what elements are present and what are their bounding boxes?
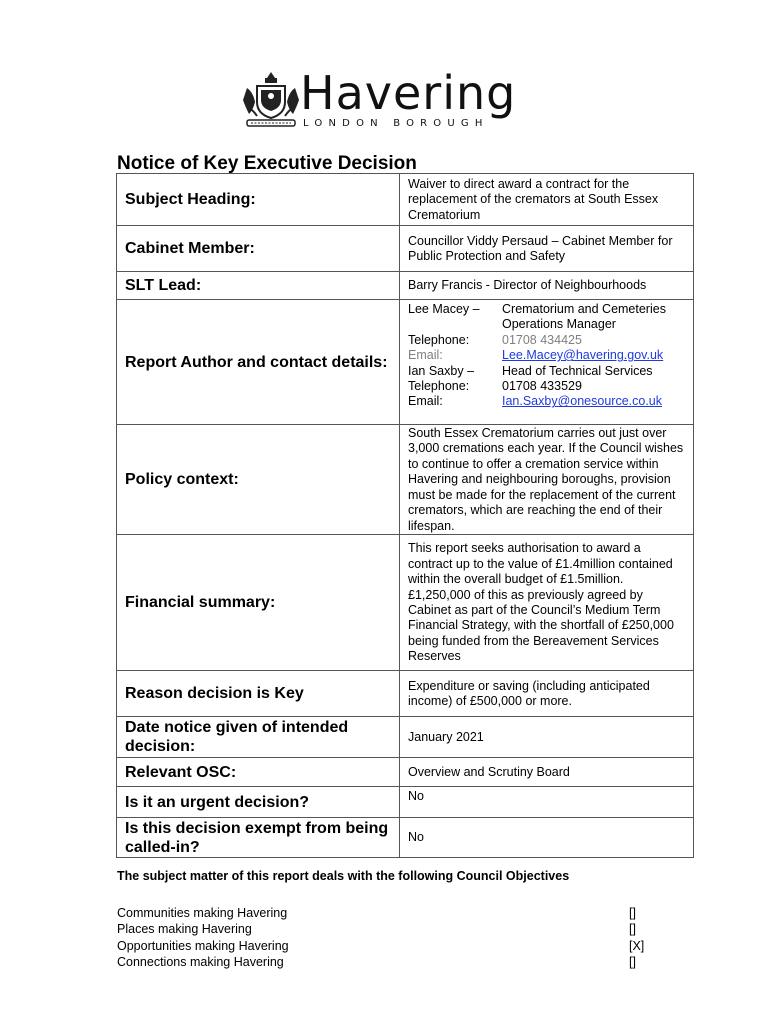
financial-summary-label: Financial summary: — [117, 535, 400, 671]
table-row — [117, 425, 694, 535]
contact-value: 01708 434425 — [502, 332, 582, 347]
objective-label: Places making Havering — [117, 922, 252, 937]
objective-checkbox: [] — [629, 955, 636, 970]
brand-subtitle: LONDON BOROUGH — [303, 118, 489, 129]
subject-heading-label: Subject Heading: — [117, 174, 400, 226]
policy-context-value: South Essex Crematorium carries out just over 3,000 cremations each year. If the Council wishes to continue to offer a cremation service within Havering and neighbouring boroughs, provision must be made for the replacement of the current cremators, which are reaching the end of their lifespan. — [400, 425, 694, 535]
objectives-list — [117, 905, 647, 971]
list-item — [117, 954, 647, 970]
contact-key: Email: — [408, 394, 443, 409]
contact-key: Ian Saxby – — [408, 363, 475, 378]
coat-of-arms-icon — [243, 68, 299, 130]
page-title: Notice of Key Executive Decision — [117, 153, 417, 174]
brand-name: Havering — [300, 66, 517, 120]
table-row — [117, 535, 694, 671]
relevant-osc-value: Overview and Scrutiny Board — [400, 758, 694, 787]
contact-key: Telephone: — [408, 332, 470, 347]
table-row — [117, 300, 694, 425]
objective-label: Communities making Havering — [117, 906, 288, 920]
contact-value: 01708 433529 — [502, 379, 582, 394]
contact-key: Telephone: — [408, 379, 470, 394]
objectives-title: The subject matter of this report deals with the following Council Objectives — [117, 869, 570, 883]
decision-table — [116, 173, 694, 858]
contact-key: Lee Macey – — [408, 302, 480, 316]
objective-checkbox: [] — [629, 906, 636, 920]
objective-label: Connections making Havering — [117, 955, 284, 970]
table-row — [117, 787, 694, 818]
contact-value: Operations Manager — [502, 317, 616, 332]
policy-context-label: Policy context: — [117, 425, 400, 535]
contact-key — [408, 317, 502, 332]
relevant-osc-label: Relevant OSC: — [117, 758, 400, 787]
reason-key-label: Reason decision is Key — [117, 671, 400, 717]
financial-summary-value: This report seeks authorisation to award a contract up to the value of £1.4million contained within the overall budget of £1.5million. £1,250,000 of this as previously agreed by Cabinet as part of the Council’s Medium Term Financial Strategy, with the shortfall of £250,000 being funded from the Bereavement Services Reserves — [400, 535, 694, 671]
list-item — [117, 921, 647, 937]
table-row — [117, 226, 694, 272]
reason-key-value: Expenditure or saving (including anticipated income) of £500,000 or more. — [400, 671, 694, 717]
table-row — [117, 717, 694, 758]
urgent-value: No — [400, 787, 694, 818]
report-author-value — [400, 300, 694, 425]
list-item — [117, 938, 647, 954]
report-author-label: Report Author and contact details: — [117, 300, 400, 425]
table-row — [117, 818, 694, 858]
cabinet-member-value: Councillor Viddy Persaud – Cabinet Member for Public Protection and Safety — [400, 226, 694, 272]
exempt-label: Is this decision exempt from being called-in? — [117, 818, 400, 858]
date-notice-value: January 2021 — [400, 717, 694, 758]
urgent-label: Is it an urgent decision? — [117, 787, 400, 818]
objective-checkbox: [] — [629, 922, 636, 937]
date-notice-label: Date notice given of intended decision: — [117, 717, 400, 758]
list-item — [117, 905, 647, 921]
objective-label: Opportunities making Havering — [117, 938, 289, 953]
cabinet-member-label: Cabinet Member: — [117, 226, 400, 272]
table-row — [117, 758, 694, 787]
email-link[interactable]: Lee.Macey@havering.gov.uk — [502, 348, 664, 363]
havering-logo — [243, 68, 533, 132]
exempt-value: No — [400, 818, 694, 858]
subject-heading-value: Waiver to direct award a contract for the replacement of the cremators at South Essex Crematorium — [400, 174, 694, 226]
contact-details — [408, 302, 685, 410]
slt-lead-value: Barry Francis - Director of Neighbourhoods — [400, 272, 694, 300]
contact-value: Head of Technical Services — [502, 363, 653, 378]
objective-checkbox: [X] — [629, 938, 645, 953]
email-link[interactable]: Ian.Saxby@onesource.co.uk — [502, 394, 663, 409]
slt-lead-label: SLT Lead: — [117, 272, 400, 300]
table-row — [117, 671, 694, 717]
contact-key: Email: — [408, 348, 443, 363]
contact-value: Crematorium and Cemeteries — [502, 302, 666, 316]
table-row — [117, 174, 694, 226]
table-row — [117, 272, 694, 300]
